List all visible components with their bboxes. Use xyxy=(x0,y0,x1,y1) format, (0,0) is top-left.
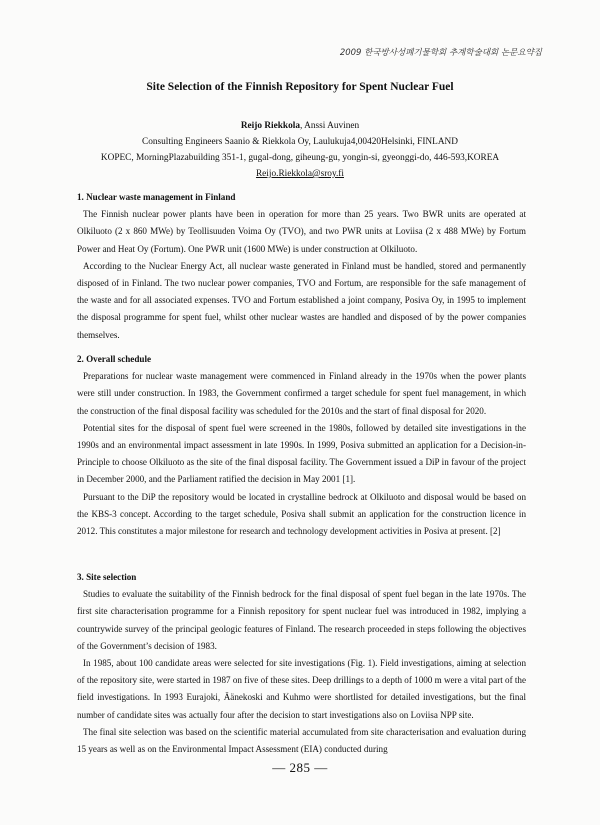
affiliation-1: Consulting Engineers Saanio & Riekkola Oy, Laulukuja4,00420Helsinki, FINLAND xyxy=(142,137,458,147)
paragraph: Pursuant to the DiP the repository would be located in crystalline bedrock at Olkiluoto and disposal would be based on the KBS-3 concept. According to the target schedule, Posiva shall submit an application for the construction licence in 2012. This constitutes a major milestone for research and technology development activities in Posiva at present. [2] xyxy=(77,491,526,537)
co-author: , Anssi Auvinen xyxy=(299,121,360,131)
paragraph: According to the Nuclear Energy Act, all nuclear waste generated in Finland must be handled, stored and permanently disposed of in Finland. The two nuclear power companies, TVO and Fortum, are responsible for the safe management of the waste and for all associated expenses. TVO and Fortum established a joint company, Posiva Oy, in 1995 to implement the disposal programme for spent fuel, whilst other nuclear wastes are handled and disposed of by the power companies themselves. xyxy=(77,260,526,340)
paragraph: Studies to evaluate the suitability of the Finnish bedrock for the final disposal of spent fuel began in the late 1970s. The first site characterisation programme for a Finnish repository for spent nuclear fuel was introduced in 1982, implying a countrywide survey of the principal geologic features of Finland. The research proceeded in steps following the objectives of the Government’s decision of 1983. xyxy=(77,589,526,651)
section-2 xyxy=(77,351,526,540)
section-1 xyxy=(77,189,526,344)
paragraph: Preparations for nuclear waste management were commenced in Finland already in the 1970s when the power plants were still under construction. In 1983, the Government confirmed a target schedule for spent fuel management, in which the construction of the final disposal facility was scheduled for the 2010s and the start of final disposal for 2020. xyxy=(77,371,526,416)
section-heading: 1. Nuclear waste management in Finland xyxy=(77,192,236,202)
section-heading: 3. Site selection xyxy=(77,572,137,582)
paragraph: The final site selection was based on the scientific material accumulated from site characterisation and evaluation during 15 years as well as on the Environmental Impact Assessment (EIA) conducted during xyxy=(77,726,526,755)
paragraph: Potential sites for the disposal of spent fuel were screened in the 1980s, followed by detailed site investigations in the 1990s and an environmental impact assessment in late 1990s. In 1999, Posiva submitted an application for a Decision-in-Principle to choose Olkiluoto as the site of the final disposal facility. The Government issued a DiP in favour of the project in December 2000, and the Parliament ratified the decision in May 2001 [1]. xyxy=(77,422,526,485)
section-heading: 2. Overall schedule xyxy=(77,354,152,364)
conference-header: 2009 한국방사성폐기물학회 추계학술대회 논문요약집 xyxy=(339,48,542,58)
paper-title: Site Selection of the Finnish Repository for Spent Nuclear Fuel xyxy=(146,81,454,93)
author-email[interactable]: Reijo.Riekkola@sroy.fi xyxy=(255,169,344,179)
author-block xyxy=(0,118,600,182)
lead-author: Reijo Riekkola xyxy=(240,121,300,131)
paragraph: The Finnish nuclear power plants have been in operation for more than 25 years. Two BWR units are operated at Olkiluoto (2 x 860 MWe) by Teollisuuden Voima Oy (TVO), and two PWR units at Loviisa (2 x 488 MWe) by Fortum Power and Heat Oy (Fortum). One PWR unit (1600 MWe) is under construction at Olkiluoto. xyxy=(77,209,526,254)
paragraph: In 1985, about 100 candidate areas were selected for site investigations (Fig. 1). Field investigations, aiming at selection of the repository site, were started in 1987 on five of these sites. Deep drillings to a depth of 1000 m were a vital part of the field investigations. In 1993 Eurajoki, Äänekoski and Kuhmo were shortlisted for detailed investigations, but the final number of candidate sites was actually four after the decision to start investigations also on Loviisa NPP site. xyxy=(77,658,527,720)
page-number: — 285 — xyxy=(272,760,328,775)
author-names xyxy=(0,118,600,134)
affiliation-2: KOPEC, MorningPlazabuilding 351-1, gugal-dong, giheung-gu, yongin-si, gyeonggi-do, 446-593,KOREA xyxy=(100,153,500,163)
section-3 xyxy=(77,569,526,758)
